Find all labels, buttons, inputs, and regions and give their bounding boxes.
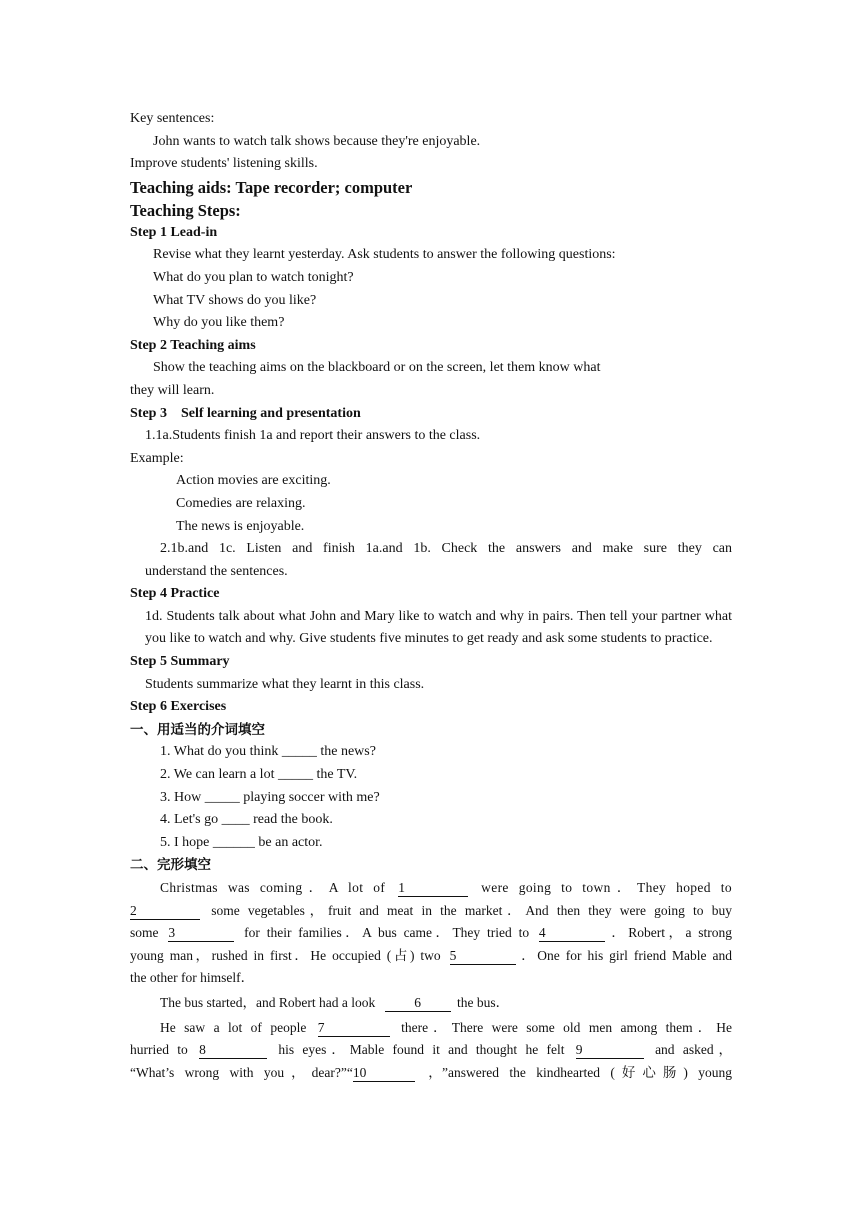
step4-title: Step 4 Practice [130,586,220,602]
cloze-blank: 7 [318,1020,390,1037]
exercise-text: playing soccer with me? [239,789,380,805]
step3-item2: 2.1b.and 1c. Listen and finish 1a.and 1b. Check the answers and make sure they can [160,541,732,557]
exercise-item [130,741,732,764]
exercise-text: 4. Let's go [160,812,222,828]
cloze-line [130,992,732,1015]
exercise-text: the news? [316,744,376,760]
cloze-line [130,922,732,945]
cloze-text: Christmas was coming．A lot of [160,880,386,895]
step1-title: Step 1 Lead-in [130,224,218,240]
exercise-text: be an actor. [254,834,323,850]
cloze-blank: 10 [353,1065,415,1082]
cloze-text: ．One for his girl friend Mable and [518,947,732,963]
step3-item2-cont: understand the sentences. [145,563,288,579]
cloze-text: his eyes．Mable found it and thought he felt [278,1042,565,1058]
part1-title: 一、用适当的介词填空 [130,721,265,738]
cloze-text: He saw a lot of people [160,1019,307,1035]
example-line: Action movies are exciting. [176,473,331,489]
exercise-text: the TV. [312,767,358,783]
step2-line: Show the teaching aims on the blackboard or on the screen, let them know what [153,360,601,376]
step3-title: Step 3 Self learning and presentation [130,405,361,421]
cloze-text: some vegetables，fruit and meat in the market．And then they were going to buy [211,902,732,918]
cloze-text: ，”answered the kindhearted (好心肠) young [428,1064,732,1080]
step3-item1: 1.1a.Students finish 1a and report their answers to the class. [145,428,481,444]
teaching-steps-heading: Teaching Steps: [130,200,241,220]
cloze-line [130,945,732,968]
step2-line: they will learn. [130,382,215,398]
cloze-text: there．There were some old men among them．He [401,1019,732,1035]
cloze-text: and asked， [655,1042,733,1058]
exercise-blank: _____ [277,767,313,783]
teaching-aids-heading: Teaching aids: Tape recorder; computer [130,177,413,197]
cloze-text: for their families．A bus came．They tried to [244,925,530,941]
exercise-blank: ____ [221,812,250,828]
cloze-blank: 5 [450,948,516,965]
cloze-line: the other for himself． [130,970,255,986]
key-sentences-label: Key sentences: [130,111,215,126]
step4-text: 1d. Students talk about what John and Mary like to watch and why in pairs. Then tell your partner what you like to watch and why. Give students five minutes to get ready and ask some students to practice. [145,608,732,647]
cloze-text: “What’s wrong with you，dear?”“ [130,1064,353,1080]
cloze-line [130,1062,732,1085]
cloze-text: ．Robert，a strong [607,925,733,941]
cloze-blank: 9 [576,1042,644,1059]
exercise-blank: _____ [281,744,317,760]
example-line: The news is enjoyable. [176,518,305,534]
cloze-blank: 8 [199,1042,267,1059]
improve-line: Improve students' listening skills. [130,156,318,172]
step1-line: What do you plan to watch tonight? [153,269,354,285]
step5-title: Step 5 Summary [130,654,230,670]
cloze-line [130,1017,732,1040]
cloze-line [130,900,732,923]
exercise-item [130,809,732,832]
exercise-item [130,787,732,810]
cloze-blank: 6 [385,995,451,1012]
step5-text: Students summarize what they learnt in this class. [145,676,425,692]
cloze-text: The bus started，and Robert had a look [160,994,376,1010]
example-label: Example: [130,450,184,466]
cloze-text: hurried to [130,1042,188,1058]
exercise-text: 2. We can learn a lot [160,767,278,783]
example-line: Comedies are relaxing. [176,495,306,511]
step1-line: What TV shows do you like? [153,292,317,308]
cloze-text: the bus． [456,994,510,1010]
cloze-text: were going to town．They hoped to [481,880,732,895]
step1-line: Revise what they learnt yesterday. Ask students to answer the following questions: [153,247,616,263]
document-page [130,108,732,1084]
exercise-text: 5. I hope [160,834,213,850]
cloze-text: young man，rushed in first．He occupied (占) two [130,947,441,963]
cloze-blank: 1 [398,880,468,897]
cloze-line [130,1039,732,1062]
exercise-text: 3. How [160,789,205,805]
key-sentence: John wants to watch talk shows because they're enjoyable. [153,133,481,149]
exercise-text: read the book. [249,812,333,828]
exercise-item [130,764,732,787]
exercise-blank: ______ [212,834,255,850]
cloze-line [130,877,732,900]
step6-title: Step 6 Exercises [130,699,227,715]
cloze-blank: 4 [539,925,605,942]
cloze-text: some [130,925,159,941]
step1-line: Why do you like them? [153,315,285,331]
exercise-item [130,832,732,855]
cloze-blank: 3 [168,925,234,942]
step2-title: Step 2 Teaching aims [130,337,256,353]
exercise-blank: _____ [204,789,240,805]
cloze-blank: 2 [130,903,200,920]
exercise-text: 1. What do you think [160,744,282,760]
part2-title: 二、完形填空 [130,857,211,874]
